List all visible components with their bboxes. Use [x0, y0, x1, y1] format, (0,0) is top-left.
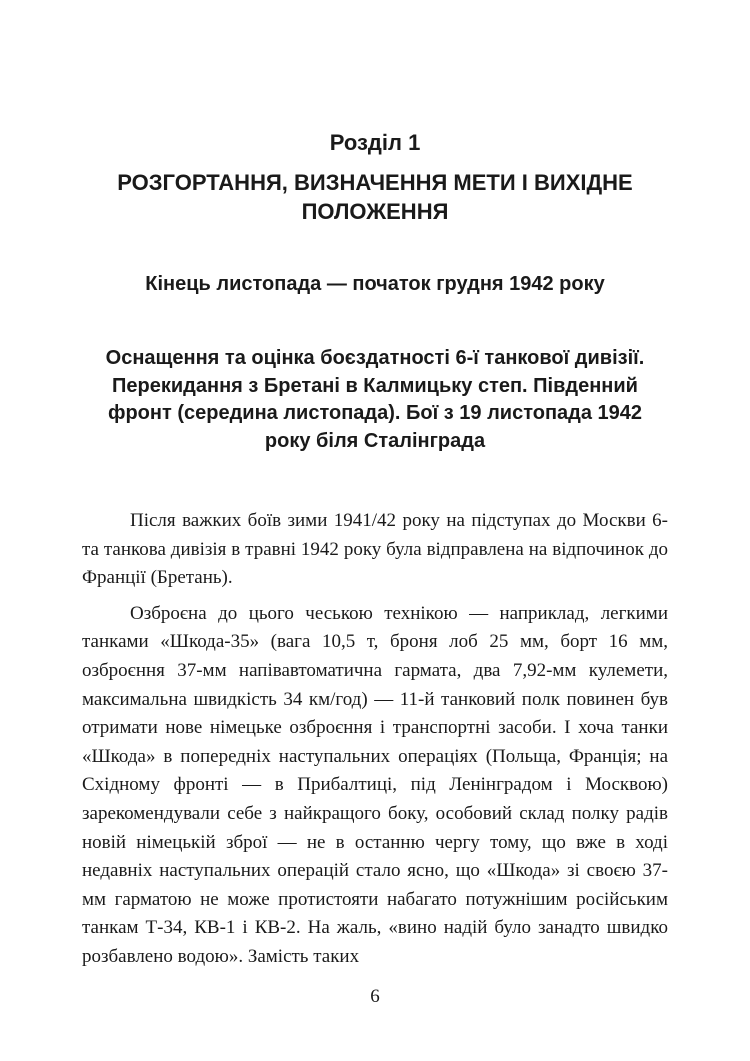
- body-paragraph: Озброєна до цього чеською технікою — наприклад, легкими танками «Шкода-35» (вага 10,5 т, броня лоб 25 мм, борт 16 мм, озброєння 37-мм напівавтоматична гармата, два 7,92-мм кулемети, максимальна швидкість 34 км/год) — 11-й танковий полк повинен був отримати нове німецьке озброєння і транспортні засоби. І хоча танки «Шкода» в попередніх наступальних операціях (Польща, Франція; на Східному фронті — в Прибалтиці, під Ленінградом і Москвою) зарекомендували себе з найкращого боку, особовий склад полку радів новій німецькій зброї — не в останню чергу тому, що вже в ході недавніх наступальних операцій стало ясно, що «Шкода» зі своєю 37-мм гарматою не може протистояти набагато потужнішим російським танкам Т-34, КВ-1 і КВ-2. На жаль, «вино надій було занадто швидко розбавлено водою». Замість таких: [82, 602, 668, 967]
- chapter-number: Розділ 1: [329, 130, 421, 155]
- body-paragraph: Після важких боїв зими 1941/42 року на підступах до Москви 6-та танкова дивізія в травні 1942 року була відправлена на відпочинок до Франції (Бретань).: [82, 510, 668, 589]
- section-date-range: Кінець листопада — початок грудня 1942 року: [145, 273, 605, 295]
- page-number: 6: [370, 986, 380, 1007]
- body-text: [82, 507, 668, 979]
- chapter-title: РОЗГОРТАННЯ, ВИЗНАЧЕННЯ МЕТИ І ВИХІДНЕ ПОЛОЖЕННЯ: [117, 170, 633, 224]
- section-title: Оснащення та оцінка боєздатності 6-ї танкової дивізії. Перекидання з Бретані в Калмицьку степ. Південний фронт (середина листопада). Бої з 19 листопада 1942 року біля Сталінграда: [105, 347, 645, 452]
